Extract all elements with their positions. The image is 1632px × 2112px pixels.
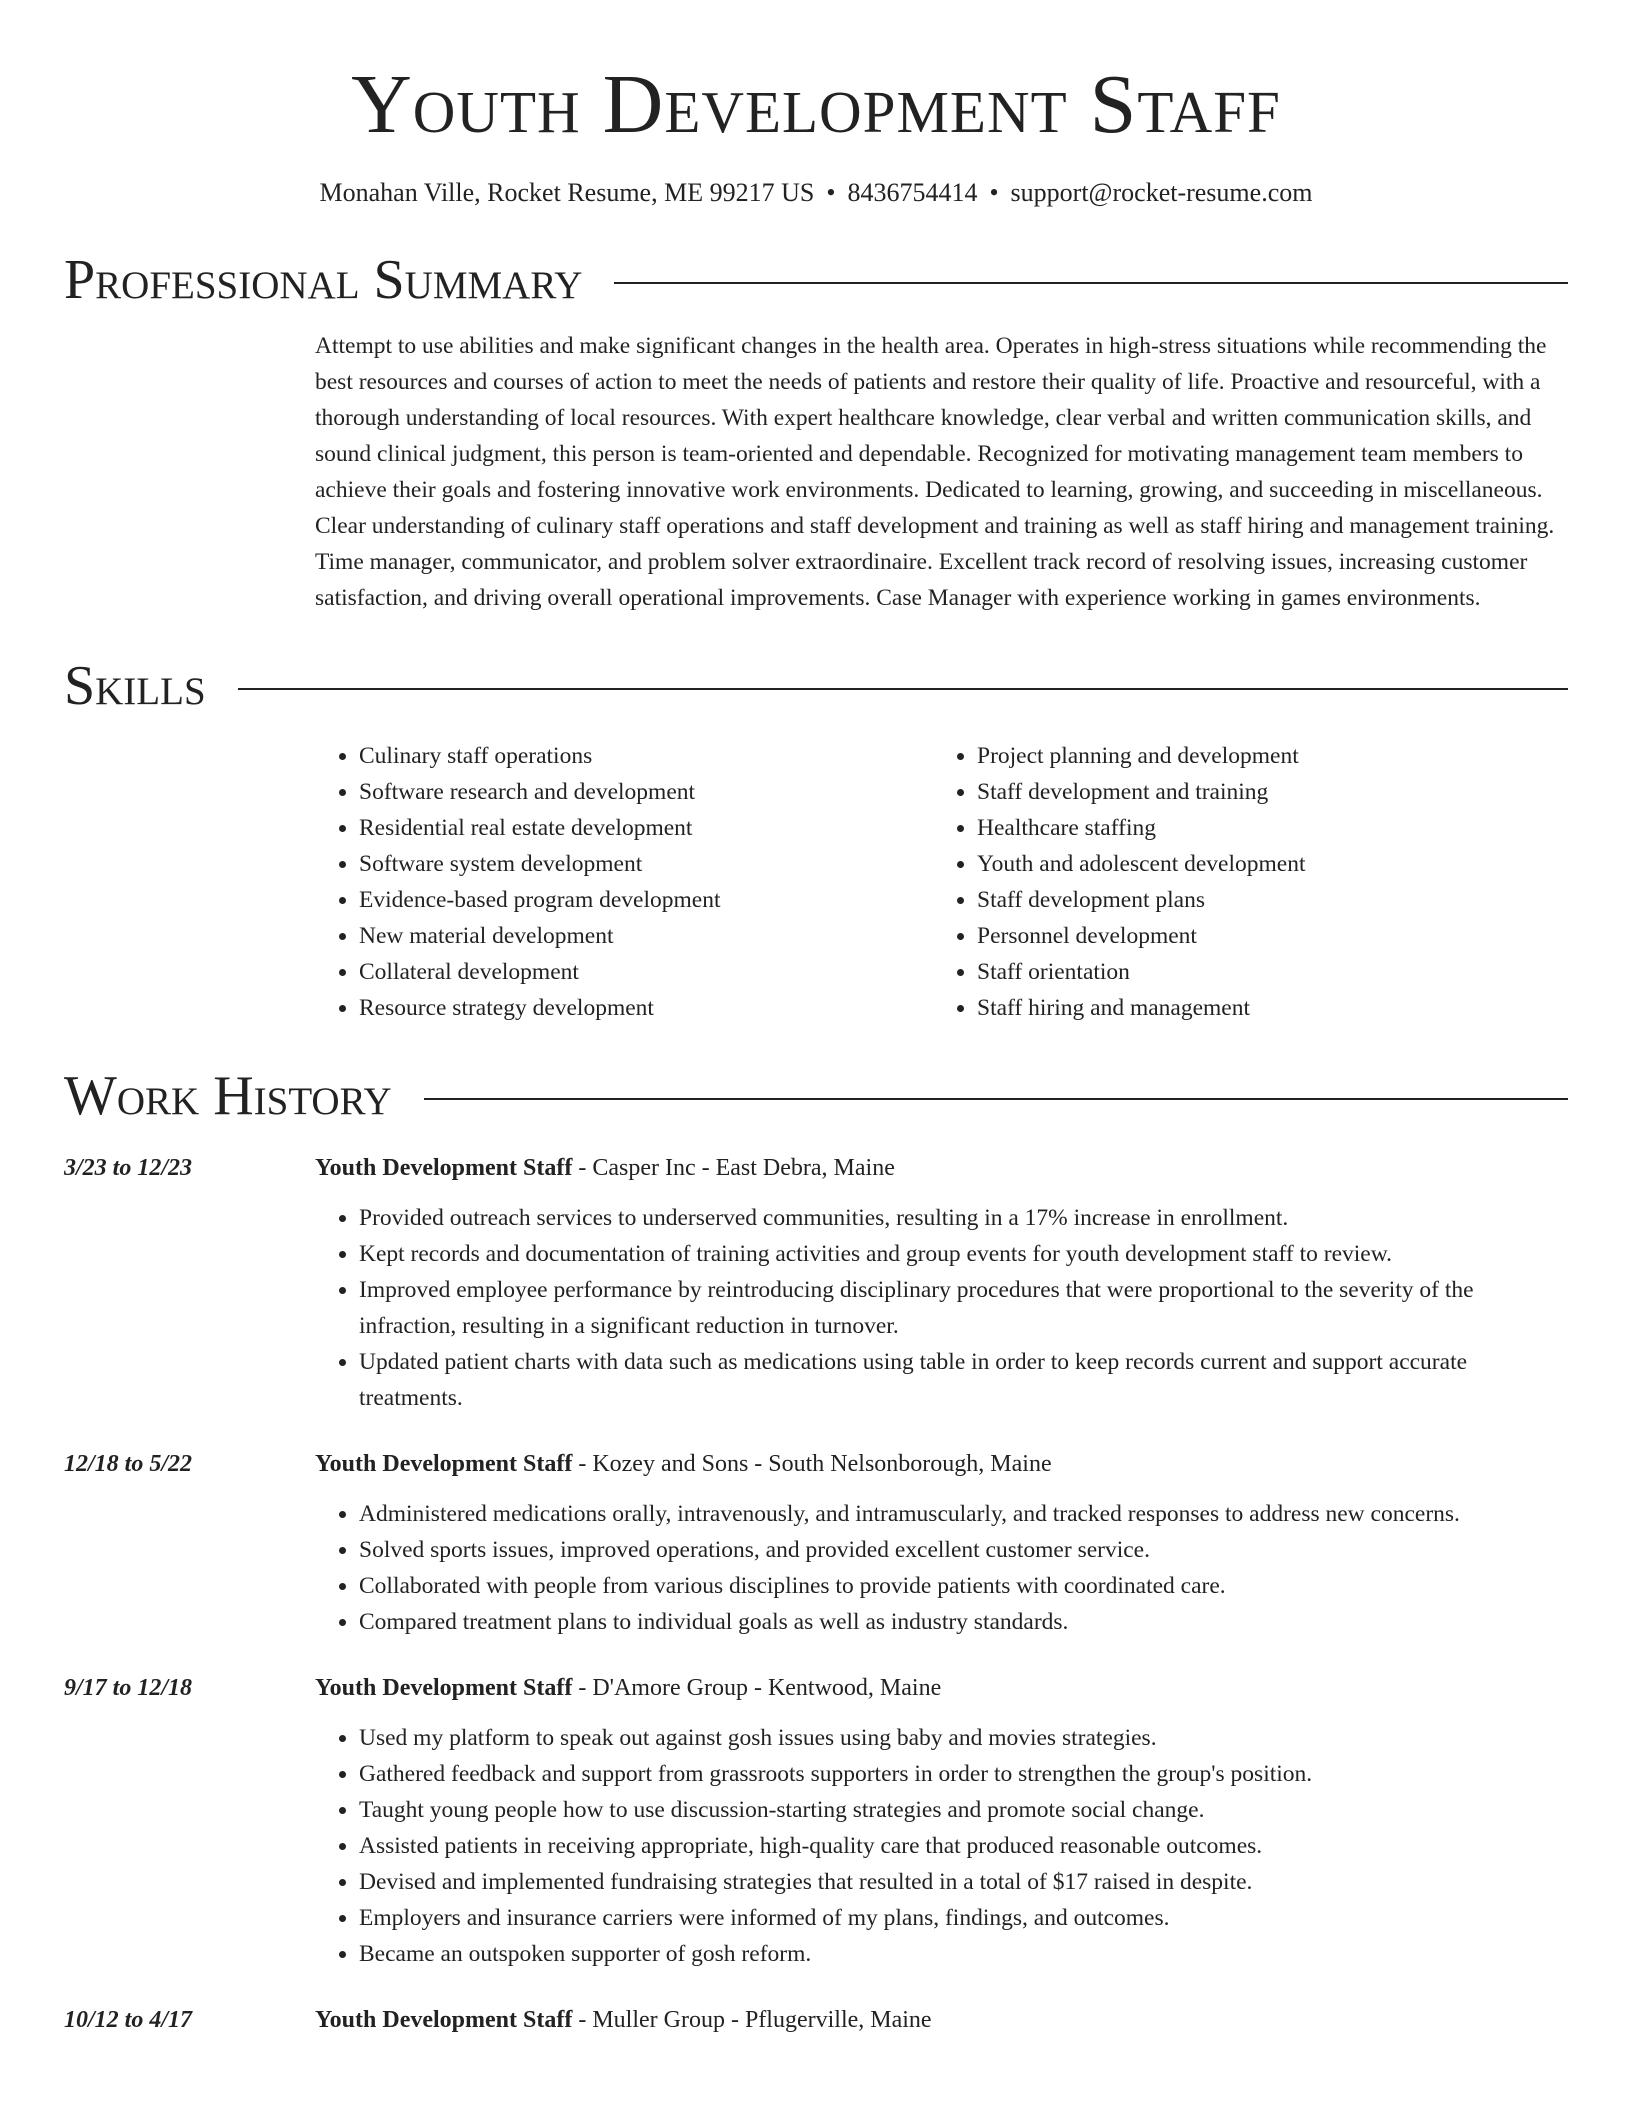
job-heading xyxy=(315,1150,1568,1186)
job-organization: - Casper Inc - East Debra, Maine xyxy=(572,1155,895,1181)
skills-section-header xyxy=(64,654,1568,718)
job-details xyxy=(315,1670,1568,1972)
summary-section-title: Professional Summary xyxy=(64,249,583,311)
skill-item: • Staff development and training xyxy=(977,774,1551,810)
job-bullet: • Updated patient charts with data such as medications using table in order to keep records current and support accurate treatments. xyxy=(359,1344,1568,1416)
job-organization: - Kozey and Sons - South Nelsonborough, Maine xyxy=(572,1451,1052,1477)
summary-section-header xyxy=(64,248,1568,312)
skill-item: • Healthcare staffing xyxy=(977,810,1551,846)
job-bullet: • Administered medications orally, intravenously, and intramuscularly, and tracked responses to address new concerns. xyxy=(359,1496,1568,1532)
job-dates: 9/17 to 12/18 xyxy=(64,1675,193,1701)
skill-item: • Culinary staff operations xyxy=(359,738,933,774)
contact-email: support@rocket-resume.com xyxy=(1010,178,1313,207)
skill-item: • Collateral development xyxy=(359,954,933,990)
job-bullet: • Gathered feedback and support from grassroots supporters in order to strengthen the group's position. xyxy=(359,1756,1568,1792)
job-bullet: • Kept records and documentation of training activities and group events for youth development staff to review. xyxy=(359,1236,1568,1272)
section-divider xyxy=(614,282,1568,284)
section-divider xyxy=(238,688,1568,690)
skill-item: • Staff development plans xyxy=(977,882,1551,918)
skills-section-title: Skills xyxy=(64,655,206,717)
job-bullet: • Became an outspoken supporter of gosh reform. xyxy=(359,1936,1568,1972)
candidate-name: Youth Development Staff xyxy=(351,58,1281,151)
contact-address: Monahan Ville, Rocket Resume, ME 99217 US xyxy=(319,178,815,207)
job-bullet: • Improved employee performance by reintroducing disciplinary procedures that were proportional to the severity of the infraction, resulting in a significant reduction in turnover. xyxy=(359,1272,1568,1344)
work-history-list xyxy=(64,1150,1568,2038)
job-bullets xyxy=(315,1496,1568,1640)
job-title: Youth Development Staff xyxy=(315,1155,573,1181)
job-bullet: • Assisted patients in receiving appropriate, high-quality care that produced reasonable outcomes. xyxy=(359,1828,1568,1864)
skills-list xyxy=(315,738,1568,1026)
job-entry xyxy=(64,2002,1568,2038)
job-title: Youth Development Staff xyxy=(315,1451,573,1477)
job-bullet: • Taught young people how to use discussion-starting strategies and promote social change. xyxy=(359,1792,1568,1828)
job-heading xyxy=(315,2002,1568,2038)
job-bullet: • Provided outreach services to underserved communities, resulting in a 17% increase in enrollment. xyxy=(359,1200,1568,1236)
job-bullet: • Devised and implemented fundraising strategies that resulted in a total of $17 raised in despite. xyxy=(359,1864,1568,1900)
skill-item: • Personnel development xyxy=(977,918,1551,954)
job-organization: - D'Amore Group - Kentwood, Maine xyxy=(572,1675,942,1701)
job-dates: 12/18 to 5/22 xyxy=(64,1451,193,1477)
job-details xyxy=(315,1150,1568,1416)
skills-column-right xyxy=(933,738,1551,1026)
skill-item: • Residential real estate development xyxy=(359,810,933,846)
job-bullet: • Collaborated with people from various disciplines to provide patients with coordinated care. xyxy=(359,1568,1568,1604)
summary-text: Attempt to use abilities and make significant changes in the health area. Operates in high-stress situations while recommending the best resources and courses of action to meet the needs of patients and restore their quality of life. Proactive and resourceful, with a thorough understanding of local resources. With expert healthcare knowledge, clear verbal and written communication skills, and sound clinical judgment, this person is team-oriented and dependable. Recognized for motivating management team members to achieve their goals and fostering innovative work environments. Dedicated to learning, growing, and succeeding in miscellaneous. Clear understanding of culinary staff operations and staff development and training as well as staff hiring and management training. Time manager, communicator, and problem solver extraordinaire. Excellent track record of resolving issues, increasing customer satisfaction, and driving overall operational improvements. Case Manager with experience working in games environments. xyxy=(315,333,1555,611)
job-details xyxy=(315,1446,1568,1640)
skill-item: • Staff hiring and management xyxy=(977,990,1551,1026)
job-bullets xyxy=(315,1720,1568,1972)
job-title: Youth Development Staff xyxy=(315,2007,573,2033)
job-bullet: • Employers and insurance carriers were informed of my plans, findings, and outcomes. xyxy=(359,1900,1568,1936)
job-heading xyxy=(315,1446,1568,1482)
job-bullets xyxy=(315,1200,1568,1416)
skill-item: • Software research and development xyxy=(359,774,933,810)
contact-separator: • xyxy=(826,178,836,207)
job-bullet: • Compared treatment plans to individual goals as well as industry standards. xyxy=(359,1604,1568,1640)
contact-separator: • xyxy=(989,178,999,207)
skill-item: • Project planning and development xyxy=(977,738,1551,774)
section-divider xyxy=(424,1098,1568,1100)
job-title: Youth Development Staff xyxy=(315,1675,573,1701)
job-bullet: • Solved sports issues, improved operations, and provided excellent customer service. xyxy=(359,1532,1568,1568)
skill-item: • Youth and adolescent development xyxy=(977,846,1551,882)
skill-item: • Evidence-based program development xyxy=(359,882,933,918)
job-dates: 3/23 to 12/23 xyxy=(64,1155,193,1181)
job-bullet: • Used my platform to speak out against gosh issues using baby and movies strategies. xyxy=(359,1720,1568,1756)
contact-phone: 8436754414 xyxy=(847,178,978,207)
work-section-header xyxy=(64,1064,1568,1128)
skill-item: • Software system development xyxy=(359,846,933,882)
job-dates: 10/12 to 4/17 xyxy=(64,2007,193,2033)
job-details xyxy=(315,2002,1568,2038)
job-entry xyxy=(64,1150,1568,1416)
skill-item: • Staff orientation xyxy=(977,954,1551,990)
job-heading xyxy=(315,1670,1568,1706)
skills-column-left xyxy=(315,738,933,1026)
job-entry xyxy=(64,1670,1568,1972)
skill-item: • Resource strategy development xyxy=(359,990,933,1026)
contact-line xyxy=(64,176,1568,210)
work-section-title: Work History xyxy=(64,1065,392,1127)
skill-item: • New material development xyxy=(359,918,933,954)
job-organization: - Muller Group - Pflugerville, Maine xyxy=(572,2007,932,2033)
job-entry xyxy=(64,1446,1568,1640)
